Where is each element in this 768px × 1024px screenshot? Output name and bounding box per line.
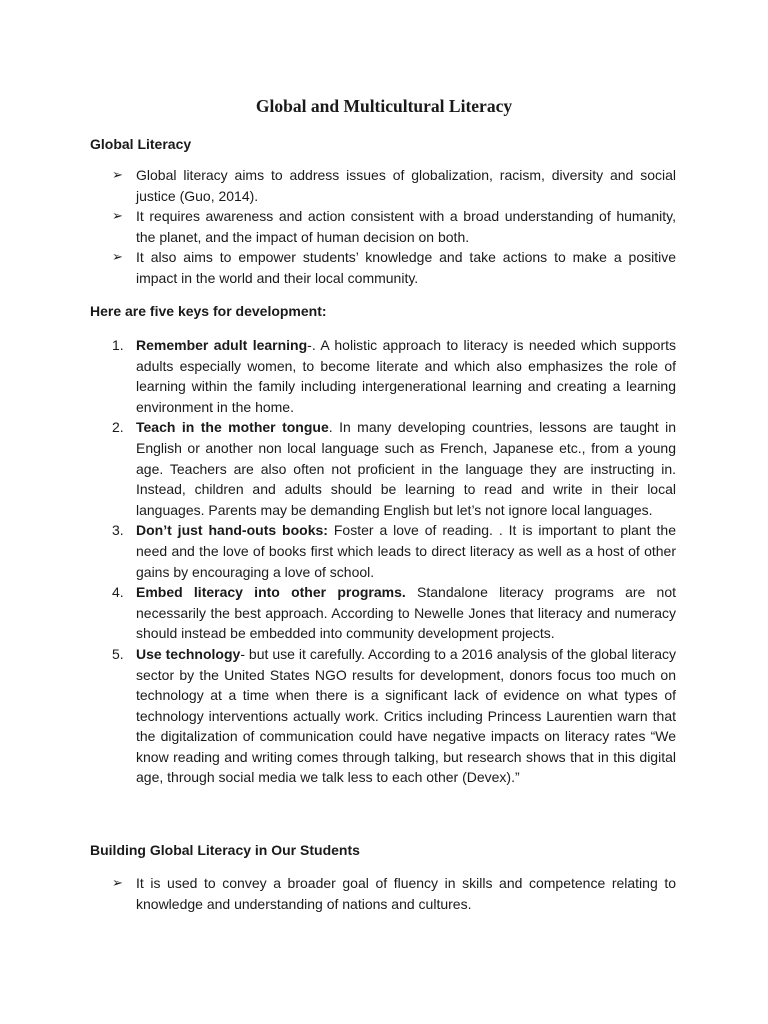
- arrow-bullet-icon: ➢: [112, 249, 123, 265]
- bullet-text: Global literacy aims to address issues of globalization, racism, diversity and social justice (Guo, 2014).: [136, 167, 676, 204]
- arrow-bullet-icon: ➢: [112, 167, 123, 182]
- list-item: [112, 247, 676, 288]
- five-keys-numbered-list: [0, 335, 768, 788]
- list-item: [112, 520, 676, 582]
- list-item: [112, 206, 676, 247]
- key-title: Teach in the mother tongue: [136, 419, 329, 436]
- list-number: 5.: [112, 645, 124, 662]
- list-item: [112, 582, 677, 644]
- list-item: [112, 873, 676, 914]
- list-item: [112, 644, 676, 788]
- key-text: Standalone literacy programs are not necessarily the best approach. According to Newelle Jones that literacy and numeracy should instead be embedded into community development projects.: [136, 584, 677, 642]
- bullet-text: It also aims to empower students’ knowledge and take actions to make a positive impact in the world and their local community.: [136, 249, 676, 286]
- key-text: - but use it carefully. According to a 2016 analysis of the global literacy sector by the United States NGO results for development, donors focus too much on technology at a time when there is a significant lack of evidence on what types of technology interventions actually work. Critics including Princess Laurentien warn that the digitalization of communication could have negative impacts on literacy rates “We know reading and writing comes through talking, but research shows that in this digital age, through social media we talk less to each other (Devex).”: [136, 645, 676, 786]
- list-number: 4.: [112, 584, 124, 601]
- list-number: 2.: [112, 419, 124, 436]
- list-item: [112, 335, 676, 417]
- bullet-text: It requires awareness and action consistent with a broad understanding of humanity, the planet, and the impact of human decision on both.: [136, 208, 676, 245]
- global-literacy-bullet-list: [0, 165, 768, 289]
- key-title: Use technology: [136, 645, 241, 662]
- key-text: -. A holistic approach to literacy is needed which supports adults especially women, to become literate and which also emphasizes the role of learning within the family including intergenerational learning and creating a learning environment in the home.: [136, 337, 676, 415]
- section-heading-building-global-literacy: Building Global Literacy in Our Students: [90, 842, 360, 858]
- list-item: [112, 165, 676, 206]
- list-item: [112, 417, 676, 520]
- arrow-bullet-icon: ➢: [112, 875, 123, 890]
- key-title: Don’t just hand-outs books:: [136, 522, 328, 539]
- bullet-text: It is used to convey a broader goal of fluency in skills and competence relating to knowledge and understanding of nations and cultures.: [136, 875, 676, 912]
- page-title: Global and Multicultural Literacy: [255, 96, 513, 116]
- key-text: Foster a love of reading. . It is important to plant the need and the love of books first which leads to direct literacy as well as a host of other gains by encouraging a love of school.: [136, 522, 676, 580]
- section-heading-five-keys: Here are five keys for development:: [90, 303, 327, 319]
- key-title: Embed literacy into other programs.: [136, 584, 406, 601]
- building-literacy-bullet-list: [0, 873, 768, 914]
- key-title: Remember adult learning: [136, 337, 308, 353]
- arrow-bullet-icon: ➢: [112, 208, 123, 224]
- list-number: 3.: [112, 522, 124, 539]
- list-number: 1.: [112, 337, 124, 353]
- key-text: . In many developing countries, lessons are taught in English or another non local language such as French, Japanese etc., from a young age. Teachers are also often not proficient in the language they are instructing in. Instead, children and adults should be learning to read and write in their local languages. Parents may be demanding English but let’s not ignore local languages.: [136, 419, 676, 518]
- section-heading-global-literacy: Global Literacy: [90, 136, 192, 152]
